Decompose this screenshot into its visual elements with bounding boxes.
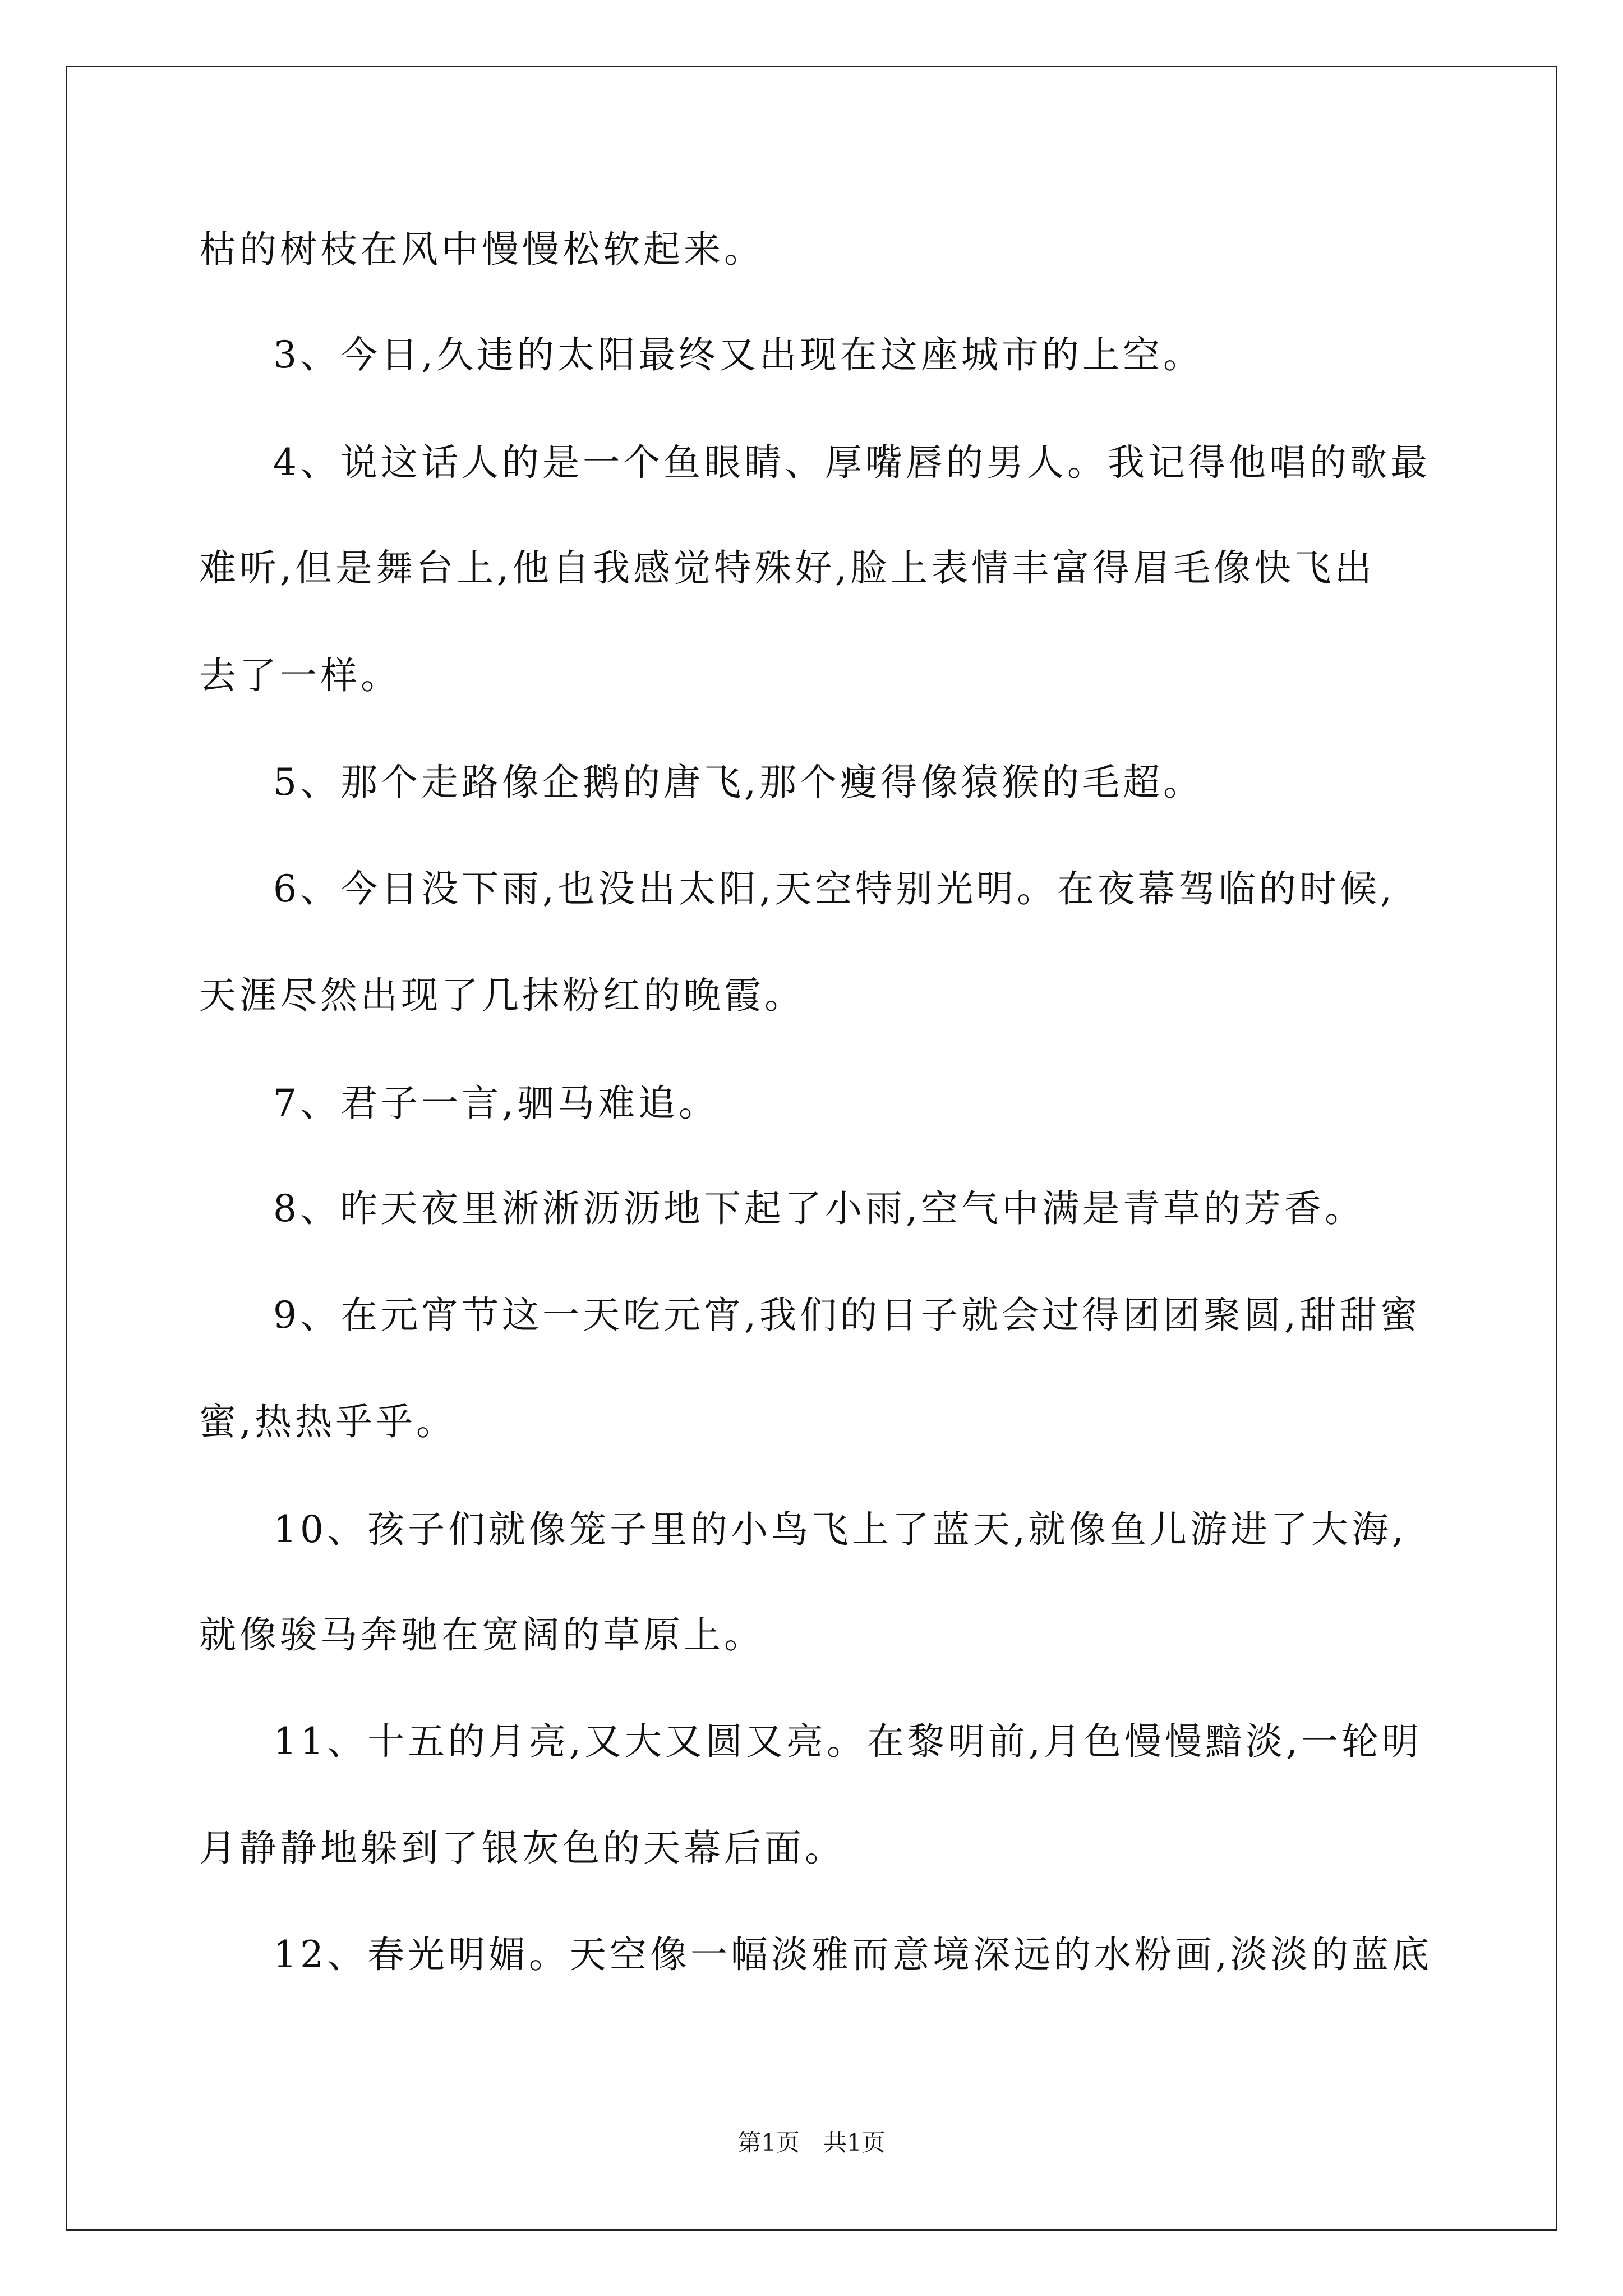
page-number-footer: 第1页 共1页 [737, 2129, 886, 2156]
text-line: 6、今日没下雨,也没出太阳,天空特别光明。在夜幕驾临的时候, [273, 867, 1395, 910]
text-line: 蜜,热热乎乎。 [199, 1400, 457, 1443]
text-line: 10、孩子们就像笼子里的小鸟飞上了蓝天,就像鱼儿游进了大海, [273, 1508, 1407, 1551]
text-line: 5、那个走路像企鹅的唐飞,那个瘦得像猿猴的毛超。 [273, 761, 1204, 804]
text-line: 8、昨天夜里淅淅沥沥地下起了小雨,空气中满是青草的芳香。 [273, 1187, 1365, 1230]
text-line: 就像骏马奔驰在宽阔的草原上。 [199, 1613, 764, 1657]
text-line: 难听,但是舞台上,他自我感觉特殊好,脸上表情丰富得眉毛像快飞出 [199, 546, 1375, 590]
page-border [66, 66, 1557, 2231]
text-line: 12、春光明媚。天空像一幅淡雅而意境深远的水粉画,淡淡的蓝底 [273, 1933, 1432, 1976]
text-line: 去了一样。 [199, 654, 401, 697]
text-line: 4、说这话人的是一个鱼眼睛、厚嘴唇的男人。我记得他唱的歌最 [273, 441, 1431, 484]
text-line: 枯的树枝在风中慢慢松软起来。 [199, 228, 764, 271]
text-line: 月静静地躲到了银灰色的天幕后面。 [199, 1826, 845, 1870]
text-line: 9、在元宵节这一天吃元宵,我们的日子就会过得团团聚圆,甜甜蜜 [273, 1294, 1421, 1337]
text-line: 7、君子一言,驷马难追。 [273, 1082, 719, 1125]
text-line: 3、今日,久违的太阳最终又出现在这座城市的上空。 [273, 333, 1204, 376]
text-line: 天涯尽然出现了几抹粉红的晚霞。 [199, 974, 805, 1017]
text-line: 11、十五的月亮,又大又圆又亮。在黎明前,月色慢慢黯淡,一轮明 [273, 1720, 1422, 1763]
